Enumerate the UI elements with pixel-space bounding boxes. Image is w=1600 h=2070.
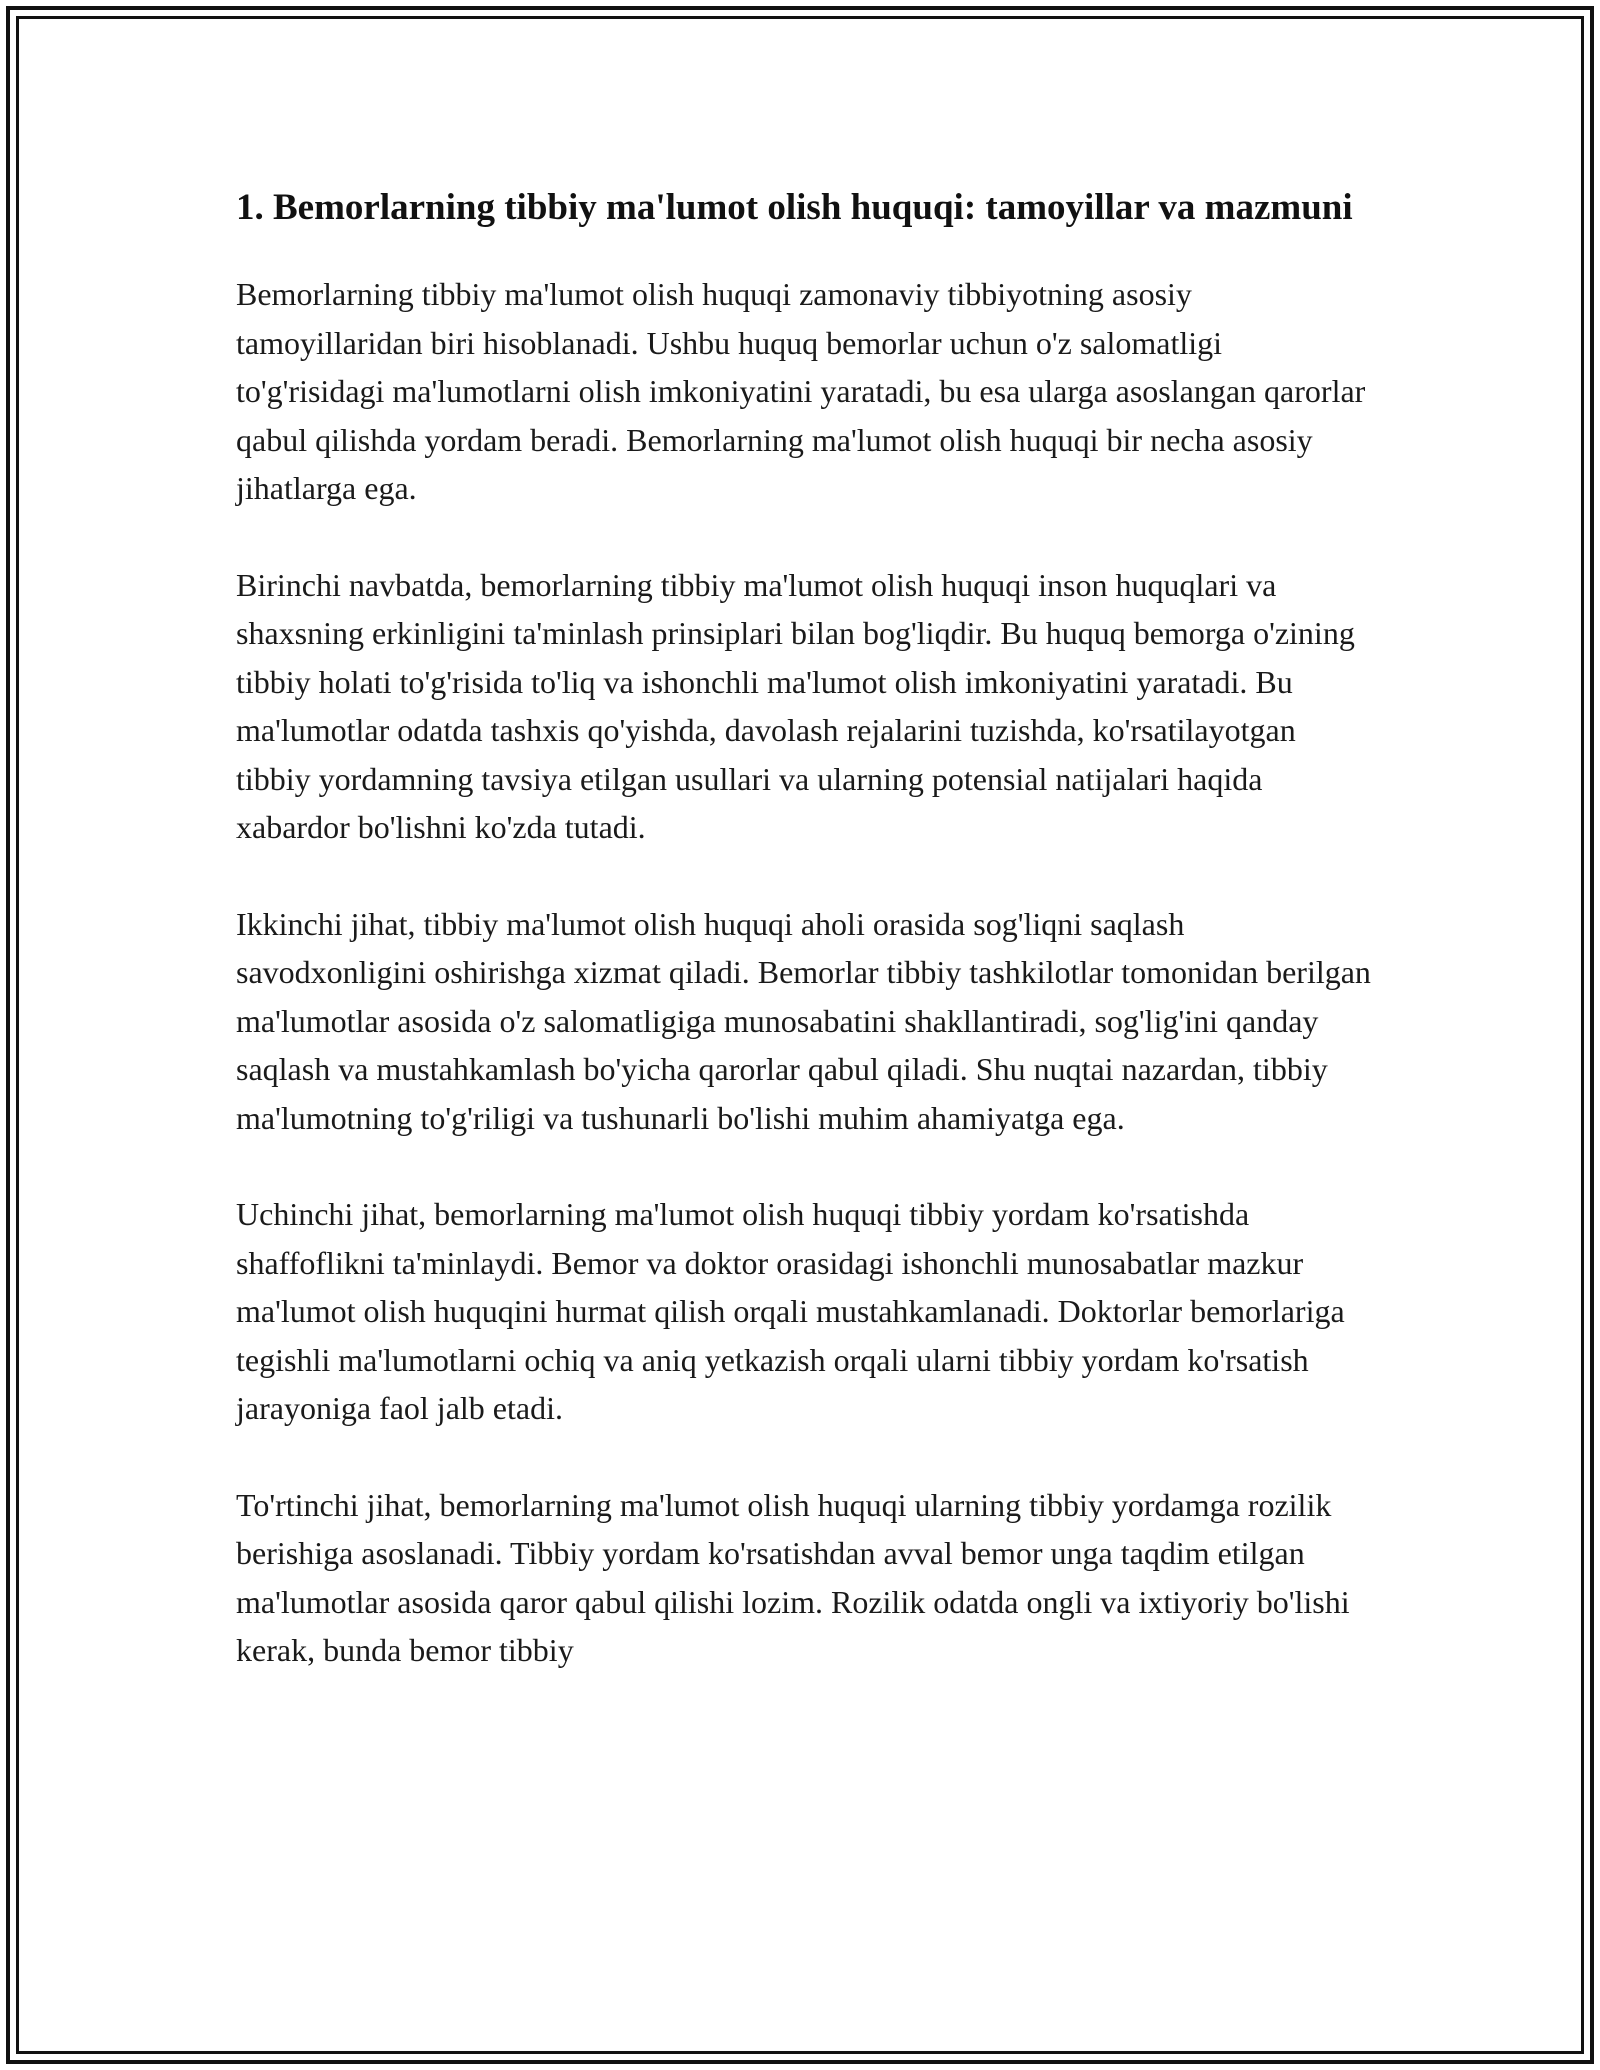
paragraph-intro: Bemorlarning tibbiy ma'lumot olish huquqi zamonaviy tibbiyotning asosiy tamoyillaridan biri hisoblanadi. Ushbu huquq bemorlar uchun o'z salomatligi to'g'risidagi ma'lumotlarni olish imkoniyatini yaratadi, bu esa ularga asoslangan qarorlar qabul qilishda yordam beradi. Bemorlarning ma'lumot olish huquqi bir necha asosiy jihatlarga ega. bbox=[236, 276, 1366, 506]
document-body bbox=[236, 182, 1376, 1723]
section-heading: 1. Bemorlarning tibbiy ma'lumot olish huquqi: tamoyillar va mazmuni bbox=[236, 187, 1353, 228]
paragraph-first-aspect: Birinchi navbatda, bemorlarning tibbiy ma'lumot olish huquqi inson huquqlari va shaxsning erkinligini ta'minlash prinsiplari bilan bog'liqdir. Bu huquq bemorga o'zining tibbiy holati to'g'risida to'liq va ishonchli ma'lumot olish imkoniyatini yaratadi. Bu ma'lumotlar odatda tashxis qo'yishda, davolash rejalarini tuzishda, ko'rsatilayotgan tibbiy yordamning tavsiya etilgan usullari va ularning potensial natijalari haqida xabardor bo'lishni ko'zda tutadi. bbox=[236, 566, 1355, 845]
paragraph-fourth-aspect: To'rtinchi jihat, bemorlarning ma'lumot olish huquqi ularning tibbiy yordamga rozilik berishiga asoslanadi. Tibbiy yordam ko'rsatishdan avval bemor unga taqdim etilgan ma'lumotlar asosida qaror qabul qilishi lozim. Rozilik odatda ongli va ixtiyoriy bo'lishi kerak, bunda bemor tibbiy bbox=[236, 1486, 1350, 1668]
paragraph-second-aspect: Ikkinchi jihat, tibbiy ma'lumot olish huquqi aholi orasida sog'liqni saqlash savodxonligini oshirishga xizmat qiladi. Bemorlar tibbiy tashkilotlar tomonidan berilgan ma'lumotlar asosida o'z salomatligiga munosabatini shakllantiradi, sog'lig'ini qanday saqlash va mustahkamlash bo'yicha qarorlar qabul qiladi. Shu nuqtai nazardan, tibbiy ma'lumotning to'g'riligi va tushunarli bo'lishi muhim ahamiyatga ega. bbox=[236, 905, 1371, 1136]
paragraph-third-aspect: Uchinchi jihat, bemorlarning ma'lumot olish huquqi tibbiy yordam ko'rsatishda shaffoflikni ta'minlaydi. Bemor va doktor orasidagi ishonchli munosabatlar mazkur ma'lumot olish huquqini hurmat qilish orqali mustahkamlanadi. Doktorlar bemorlariga tegishli ma'lumotlarni ochiq va aniq yetkazish orqali ularni tibbiy yordam ko'rsatish jarayoniga faol jalb etadi. bbox=[236, 1196, 1345, 1426]
